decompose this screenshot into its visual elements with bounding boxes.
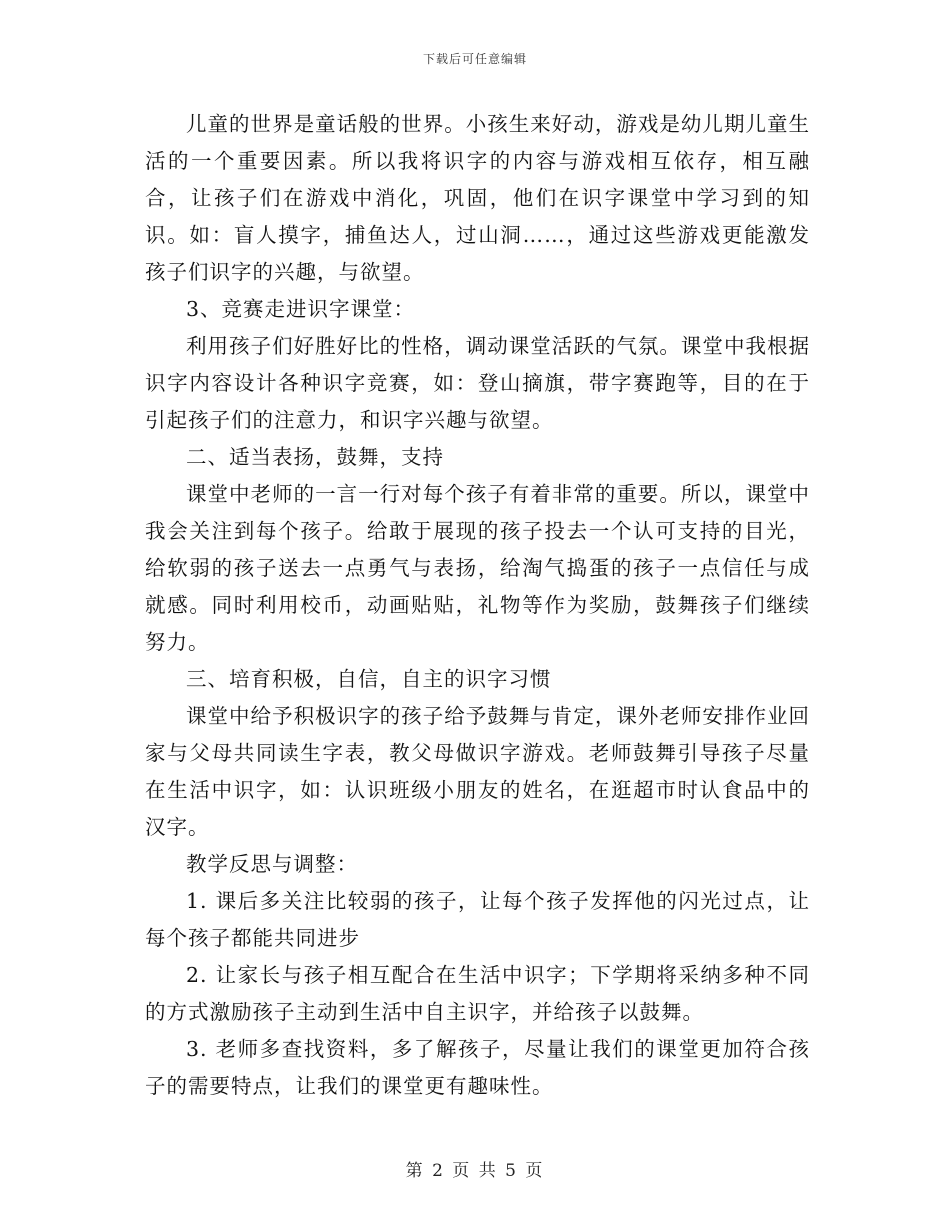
section-heading-praise: 二、适当表扬，鼓舞，支持: [186, 445, 444, 469]
paragraph-competition: 利用孩子们好胜好比的性格，调动课堂活跃的气氛。课堂中我根据识字内容设计各种识字竞赛，如：登山摘旗，带字赛跑等，目的在于引起孩子们的注意力，和识字兴趣与欲望。: [145, 334, 810, 432]
page-number-footer: 第 2 页 共 5 页: [405, 1161, 545, 1181]
section-heading-reflection: 教学反思与调整：: [186, 852, 358, 876]
paragraph-praise: 课堂中老师的一言一行对每个孩子有着非常的重要。所以，课堂中我会关注到每个孩子。给敢于展现的孩子投去一个认可支持的目光，给软弱的孩子送去一点勇气与表扬，给淘气捣蛋的孩子一点信任与成就感。同时利用校币，动画贴贴，礼物等作为奖励，鼓舞孩子们继续努力。: [145, 482, 810, 654]
reflection-item-1: 1. 课后多关注比较弱的孩子，让每个孩子发挥他的闪光过点，让每个孩子都能共同进步: [145, 889, 810, 950]
document-body: [145, 106, 810, 1105]
reflection-item-2: 2. 让家长与孩子相互配合在生活中识字；下学期将采纳多种不同的方式激励孩子主动到生活中自主识字，并给孩子以鼓舞。: [145, 963, 810, 1024]
section-heading-habits: 三、培育积极，自信，自主的识字习惯: [186, 667, 552, 691]
paragraph-habits: 课堂中给予积极识字的孩子给予鼓舞与肯定，课外老师安排作业回家与父母共同读生字表，教父母做识字游戏。老师鼓舞引导孩子尽量在生活中识字，如：认识班级小朋友的姓名，在逛超市时认食品中的汉字。: [145, 704, 810, 839]
section-heading-competition: 3、竞赛走进识字课堂：: [186, 297, 416, 321]
page-header: 下载后可任意编辑: [422, 52, 527, 66]
paragraph-games-literacy: 儿童的世界是童话般的世界。小孩生来好动，游戏是幼儿期儿童生活的一个重要因素。所以我将识字的内容与游戏相互依存，相互融合，让孩子们在游戏中消化，巩固，他们在识字课堂中学习到的知识。如：盲人摸字，捕鱼达人，过山洞……，通过这些游戏更能激发孩子们识字的兴趣，与欲望。: [145, 112, 810, 284]
reflection-item-3: 3. 老师多查找资料，多了解孩子，尽量让我们的课堂更加符合孩子的需要特点，让我们的课堂更有趣味性。: [145, 1037, 810, 1098]
